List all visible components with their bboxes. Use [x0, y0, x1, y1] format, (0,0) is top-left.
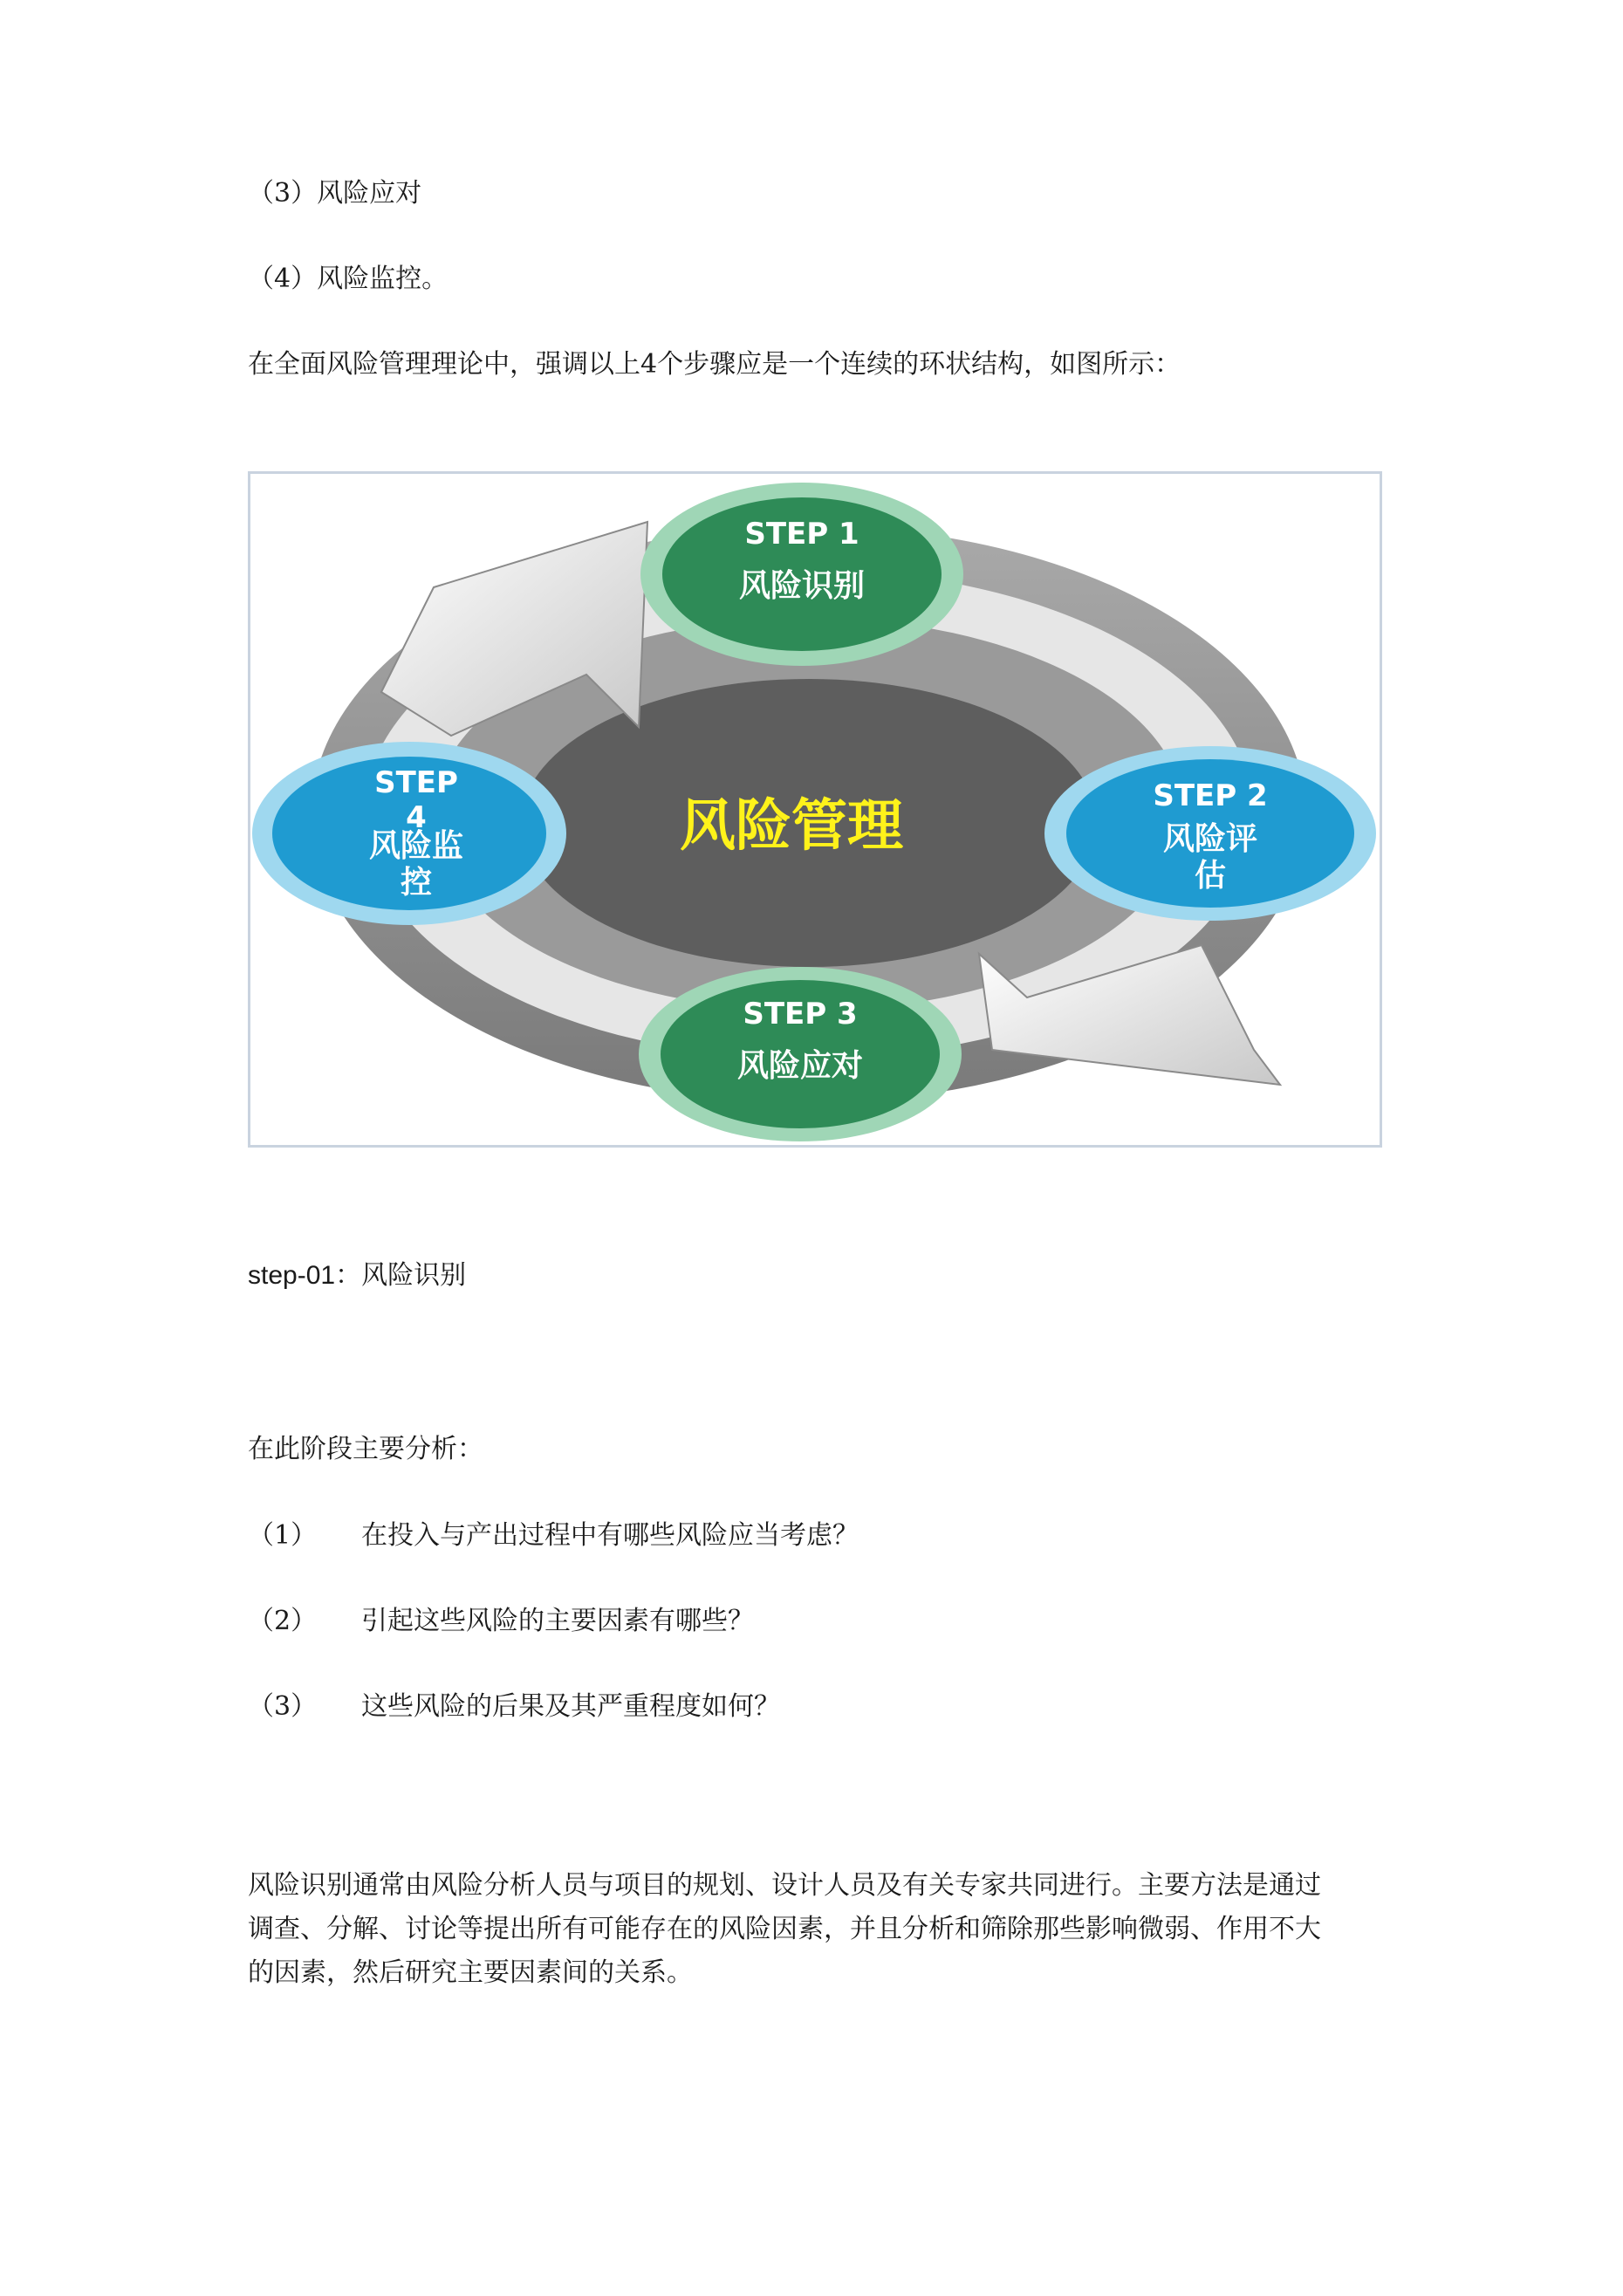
paragraph-line: 的因素，然后研究主要因素间的关系。 [248, 1957, 693, 1988]
question-item [248, 1518, 859, 1553]
step1-label: STEP 1 [744, 517, 859, 552]
analysis-heading: 在此阶段主要分析： [248, 1434, 483, 1464]
step4-label-line1: STEP [374, 765, 458, 800]
paragraph-line: 风险识别通常由风险分析人员与项目的规划、设计人员及有关专家共同进行。主要方法是通过 [248, 1870, 1321, 1901]
step2-name-line1: 风险评 [1162, 821, 1258, 857]
question-number: （3） [248, 1691, 318, 1722]
step3-node [639, 967, 962, 1141]
question-item [248, 1689, 780, 1724]
step2-name-line2: 估 [1194, 858, 1227, 894]
question-text: 这些风险的后果及其严重程度如何？ [361, 1691, 780, 1722]
step-heading-title: 风险识别 [361, 1260, 467, 1291]
step4-node [252, 742, 566, 925]
step4-label-line2: 4 [406, 800, 427, 835]
step3-name: 风险应对 [736, 1048, 864, 1084]
list-item-4: （4）风险监控。 [248, 264, 449, 294]
question-item [248, 1604, 754, 1639]
step2-node [1044, 746, 1376, 921]
step1-node [640, 483, 963, 666]
step-heading [248, 1258, 466, 1293]
question-number: （1） [248, 1520, 318, 1551]
list-item-3: （3）风险应对 [248, 178, 422, 209]
step-heading-prefix: step-01： [248, 1261, 362, 1290]
risk-management-cycle-figure [248, 471, 1382, 1148]
question-number: （2） [248, 1606, 318, 1636]
question-text: 在投入与产出过程中有哪些风险应当考虑？ [361, 1520, 859, 1551]
closing-paragraph [248, 1864, 1391, 1995]
question-text: 引起这些风险的主要因素有哪些？ [361, 1606, 754, 1636]
paragraph-line: 调查、分解、讨论等提出所有可能存在的风险因素，并且分析和筛除那些影响微弱、作用不大 [248, 1914, 1321, 1944]
cycle-diagram [250, 474, 1380, 1145]
step1-name: 风险识别 [738, 568, 866, 604]
step3-label: STEP 3 [743, 997, 858, 1031]
step2-label: STEP 2 [1153, 778, 1268, 813]
center-label: 风险管理 [680, 794, 903, 859]
step4-name-line1: 风险监 [368, 828, 464, 864]
intro-text: 在全面风险管理理论中，强调以上4个步骤应是一个连续的环状结构，如图所示： [248, 349, 1181, 380]
step4-name-line2: 控 [400, 865, 433, 901]
